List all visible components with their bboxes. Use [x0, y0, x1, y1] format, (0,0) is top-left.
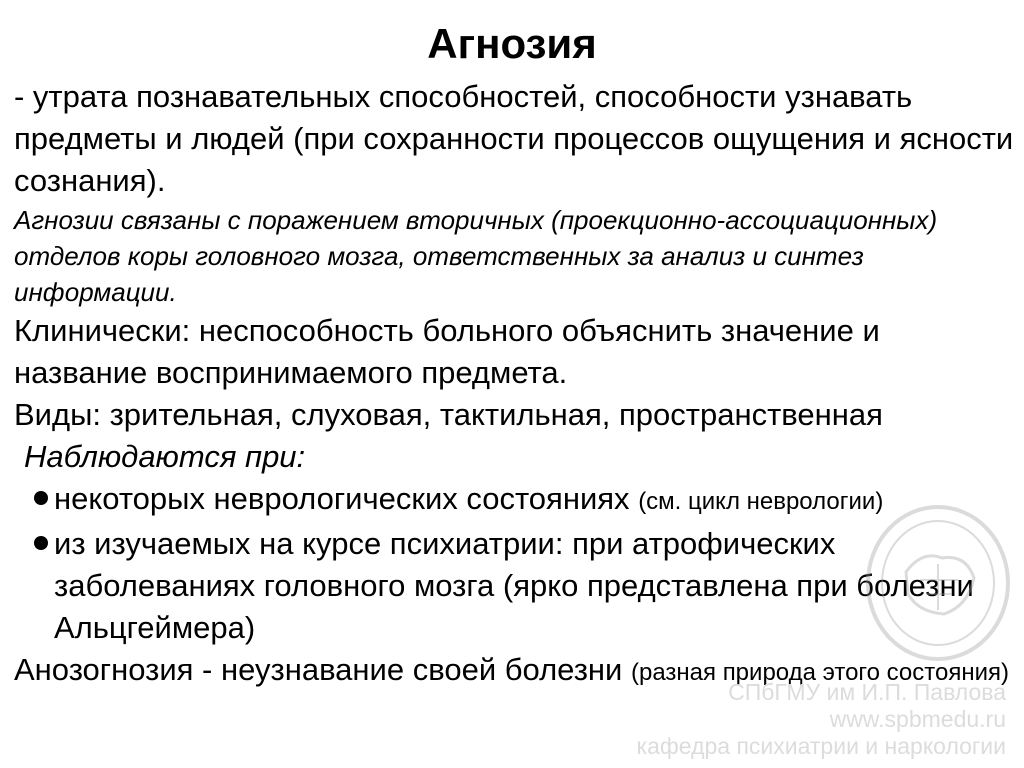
bullet-icon: [34, 491, 48, 505]
clinical-text: Клинически: неспособность больного объяснить значение и название воспринимаемого предмета.: [14, 313, 880, 390]
anosognosia-term: Анозогнозия - неузнавание своей болезни: [14, 652, 623, 687]
list-item-text: некоторых неврологических состояниях: [54, 481, 630, 516]
watermark-line: СПбГМУ им И.П. Павлова: [728, 679, 1006, 705]
observed-heading: Наблюдаются при:: [24, 439, 306, 474]
anosognosia-note: (разная природа этого состояния): [631, 659, 1009, 686]
definition-text: - утрата познавательных способностей, способности узнавать предметы и людей (при сохранности процессов ощущения и ясности сознания).: [14, 79, 1014, 198]
list-item-text: из изучаемых на курсе психиатрии: при атрофических заболеваниях головного мозга (ярко представлена при болезни Альцгеймера): [54, 526, 974, 645]
watermark-line: www.spbmedu.ru: [829, 706, 1006, 732]
watermark: [637, 679, 1007, 760]
types-text: Виды: зрительная, слуховая, тактильная, пространственная: [14, 397, 883, 432]
watermark-line: кафедра психиатрии и наркологии: [636, 733, 1006, 759]
list-item-note: (см. цикл неврологии): [638, 488, 884, 515]
cortex-note: Агнозии связаны с поражением вторичных (проекционно-ассоциационных) отделов коры головного мозга, ответственных за анализ и синтез информации.: [14, 205, 938, 307]
slide-title: Агнозия: [427, 20, 597, 67]
bullet-icon: [34, 536, 48, 550]
university-seal-icon: [862, 502, 1014, 664]
